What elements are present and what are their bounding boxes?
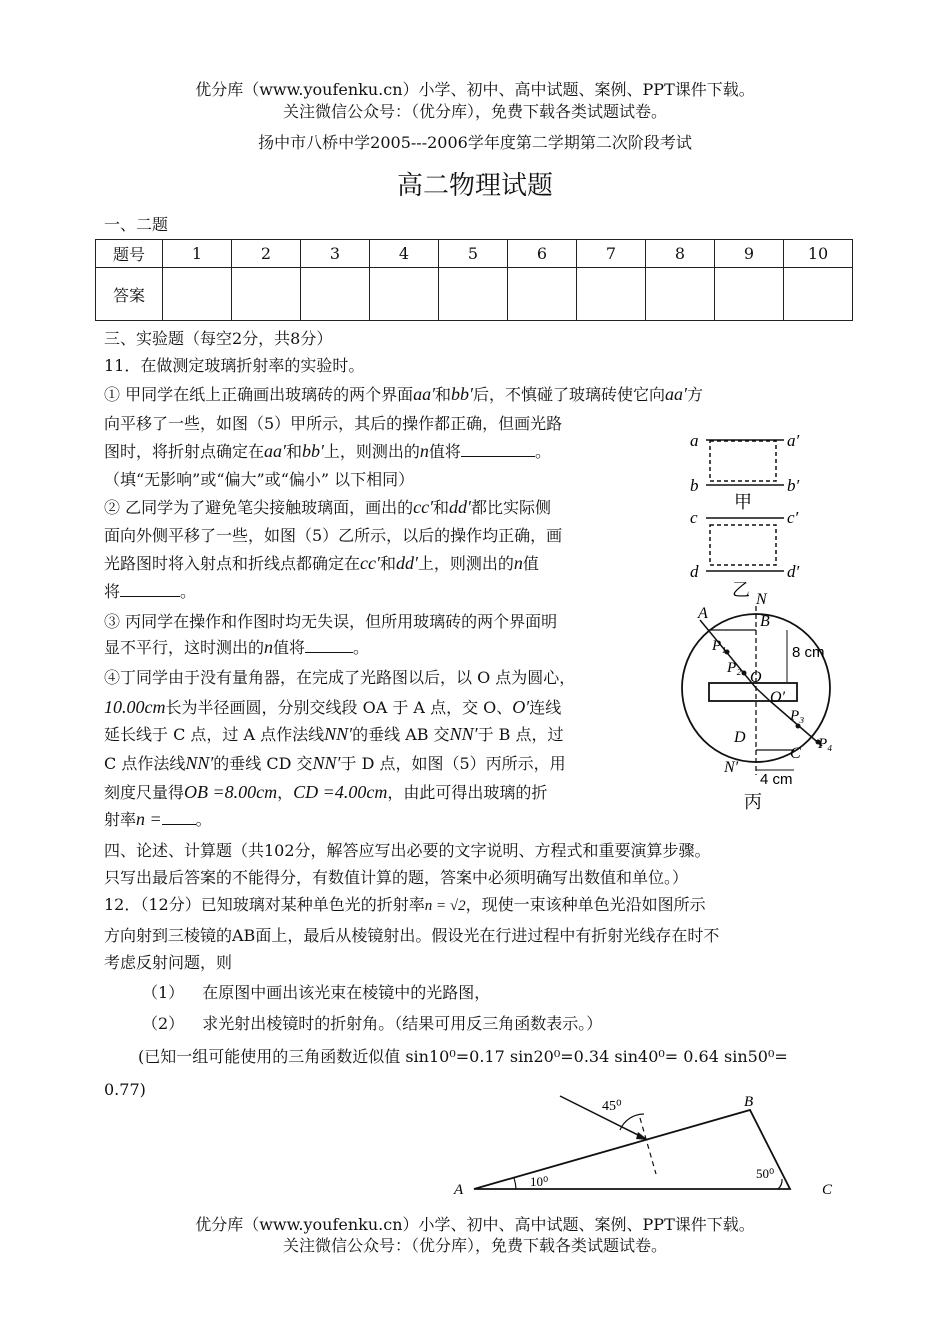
answer-cell[interactable] <box>646 268 715 321</box>
table-row-label-number: 题号 <box>96 240 163 268</box>
answer-cell[interactable] <box>439 268 508 321</box>
table-row-label-answer: 答案 <box>96 268 163 321</box>
answer-blank-1[interactable] <box>461 442 535 457</box>
dimension-4cm: 4 cm <box>760 771 793 788</box>
label-angle-10: 10⁰ <box>530 1174 549 1189</box>
q11-para-6: 面向外侧平移了一些，如图（5）乙所示，以后的操作均正确，画 <box>104 526 563 545</box>
q12-sub-2: （2） 求光射出棱镜时的折射角。（结果可用反三角函数表示。） <box>142 1014 603 1033</box>
q11-para-15: 刻度尺量得OB =8.00cm，CD =4.00cm，由此可得出玻璃的折 <box>104 782 548 802</box>
label-A: A <box>698 605 708 622</box>
footer-line-2: 关注微信公众号：（优分库），免费下载各类试题试卷。 <box>282 1236 667 1255</box>
footer-line-1: 优分库（www.youfenku.cn）小学、初中、高中试题、案例、PPT课件下载。 <box>195 1215 755 1234</box>
prism-figure <box>450 1090 850 1205</box>
answer-blank-4[interactable] <box>162 810 196 825</box>
q11-para-7: 光路图时将入射点和折线点都确定在cc′和dd′上，则测出的n值 <box>104 553 539 573</box>
q12-known-2: 0.77) <box>104 1080 146 1099</box>
answer-cell[interactable] <box>370 268 439 321</box>
answer-cell[interactable] <box>301 268 370 321</box>
answer-cell[interactable] <box>577 268 646 321</box>
answer-cell[interactable] <box>232 268 301 321</box>
label-jia: 甲 <box>734 492 752 513</box>
page-title: 高二物理试题 <box>396 171 553 201</box>
label-prism-B: B <box>744 1094 754 1110</box>
label-N: N <box>756 591 767 608</box>
section-3-heading: 三、实验题（每空2分，共8分） <box>104 329 333 348</box>
table-header-cell: 3 <box>301 240 370 268</box>
table-header-cell: 7 <box>577 240 646 268</box>
label-bing: 丙 <box>744 792 762 813</box>
label-angle-45: 45⁰ <box>602 1099 622 1114</box>
table-header-cell: 10 <box>784 240 853 268</box>
label-C: C <box>790 745 801 762</box>
q11-para-12: 10.00cm长为半径画圆，分别交线段 OA 于 A 点，交 O、O′连线 <box>104 697 562 717</box>
label-P1: P₁ <box>712 638 727 654</box>
label-P4: P₄ <box>818 736 833 752</box>
label-O-prime: O′ <box>770 689 786 706</box>
label-b: b <box>690 476 699 495</box>
label-D: D <box>734 729 746 746</box>
q12-sub-1: （1） 在原图中画出该光束在棱镜中的光路图， <box>142 983 491 1002</box>
label-O: O <box>750 669 762 686</box>
label-a: a <box>690 431 699 450</box>
table-header-cell: 6 <box>508 240 577 268</box>
label-P3: P₃ <box>790 708 805 724</box>
label-b-prime: b′ <box>787 476 800 495</box>
label-angle-50: 50⁰ <box>756 1166 775 1181</box>
answer-blank-3[interactable] <box>305 638 353 653</box>
q11-para-10: 显不平行，这时测出的n值将 。 <box>104 637 370 657</box>
answer-cell[interactable] <box>715 268 784 321</box>
label-c: c <box>690 508 698 527</box>
answer-blank-2[interactable] <box>120 582 180 597</box>
q11-stem: 11．在做测定玻璃折射率的实验时。 <box>104 356 365 375</box>
q12-line-1: 12．（12分）已知玻璃对某种单色光的折射率n = √2，现使一束该种单色光沿如图所示 <box>104 895 706 914</box>
answer-cell[interactable] <box>163 268 232 321</box>
table-header-cell: 9 <box>715 240 784 268</box>
table-header-cell: 4 <box>370 240 439 268</box>
table-header-cell: 2 <box>232 240 301 268</box>
q11-para-8: 将 。 <box>104 582 197 601</box>
q11-para-9: ③ 丙同学在操作和作图时均无失误，但所用玻璃砖的两个界面明 <box>104 612 558 631</box>
label-c-prime: c′ <box>787 508 799 527</box>
section-1-2-heading: 一、二题 <box>104 215 169 234</box>
q11-para-4: （填“无影响”或“偏大”或“偏小” 以下相同） <box>104 470 415 489</box>
q11-para-16: 射率n = 。 <box>104 809 212 829</box>
label-N-prime: N′ <box>724 759 739 776</box>
q12-line-2: 方向射到三棱镜的AB面上，最后从棱镜射出。假设光在行进过程中有折射光线存在时不 <box>104 926 720 945</box>
label-prism-C: C <box>822 1182 833 1198</box>
table-header-cell: 5 <box>439 240 508 268</box>
q11-para-1: ① 甲同学在纸上正确画出玻璃砖的两个界面aa′和bb′后，不慎碰了玻璃砖使它向aa′方 <box>104 384 703 404</box>
label-P2: P₂ <box>727 660 742 676</box>
label-prism-A: A <box>454 1182 464 1198</box>
label-B: B <box>760 613 770 630</box>
school-line: 扬中市八桥中学2005---2006学年度第二学期第二次阶段考试 <box>258 133 692 152</box>
q12-known-1: (已知一组可能使用的三角函数近似值 sin10⁰=0.17 sin20⁰=0.34 sin40⁰= 0.64 sin50⁰= <box>138 1047 788 1066</box>
answer-table <box>95 239 853 321</box>
section-4-heading-1: 四、论述、计算题（共102分，解答应写出必要的文字说明、方程式和重要演算步骤。 <box>104 841 711 860</box>
answer-cell[interactable] <box>508 268 577 321</box>
q11-para-14: C 点作法线NN′的垂线 CD 交NN′于 D 点，如图（5）丙所示，用 <box>104 753 566 773</box>
header-line-1: 优分库（www.youfenku.cn）小学、初中、高中试题、案例、PPT课件下载。 <box>195 80 755 99</box>
q11-para-5: ② 乙同学为了避免笔尖接触玻璃面，画出的cc′和dd′都比实际侧 <box>104 497 551 517</box>
label-a-prime: a′ <box>787 431 800 450</box>
section-4-heading-2: 只写出最后答案的不能得分，有数值计算的题，答案中必须明确写出数值和单位。） <box>104 868 689 887</box>
header-line-2: 关注微信公众号：（优分库），免费下载各类试题试卷。 <box>282 102 667 121</box>
q11-para-3: 图时，将折射点确定在aa′和bb′上，则测出的n值将 。 <box>104 441 551 461</box>
table-header-cell: 8 <box>646 240 715 268</box>
label-yi: 乙 <box>732 580 750 601</box>
q11-para-13: 延长线于 C 点，过 A 点作法线NN′的垂线 AB 交NN′于 B 点，过 <box>104 724 564 744</box>
q12-line-3: 考虑反射问题，则 <box>104 953 233 972</box>
figure-5 <box>672 420 842 820</box>
dimension-8cm: 8 cm <box>792 644 825 661</box>
label-d: d <box>690 562 699 581</box>
q11-para-2: 向平移了一些，如图（5）甲所示，其后的操作都正确，但画光路 <box>104 414 563 433</box>
q11-para-11: ④丁同学由于没有量角器，在完成了光路图以后，以 O 点为圆心， <box>104 668 576 687</box>
table-header-cell: 1 <box>163 240 232 268</box>
answer-cell[interactable] <box>784 268 853 321</box>
label-d-prime: d′ <box>787 562 800 581</box>
